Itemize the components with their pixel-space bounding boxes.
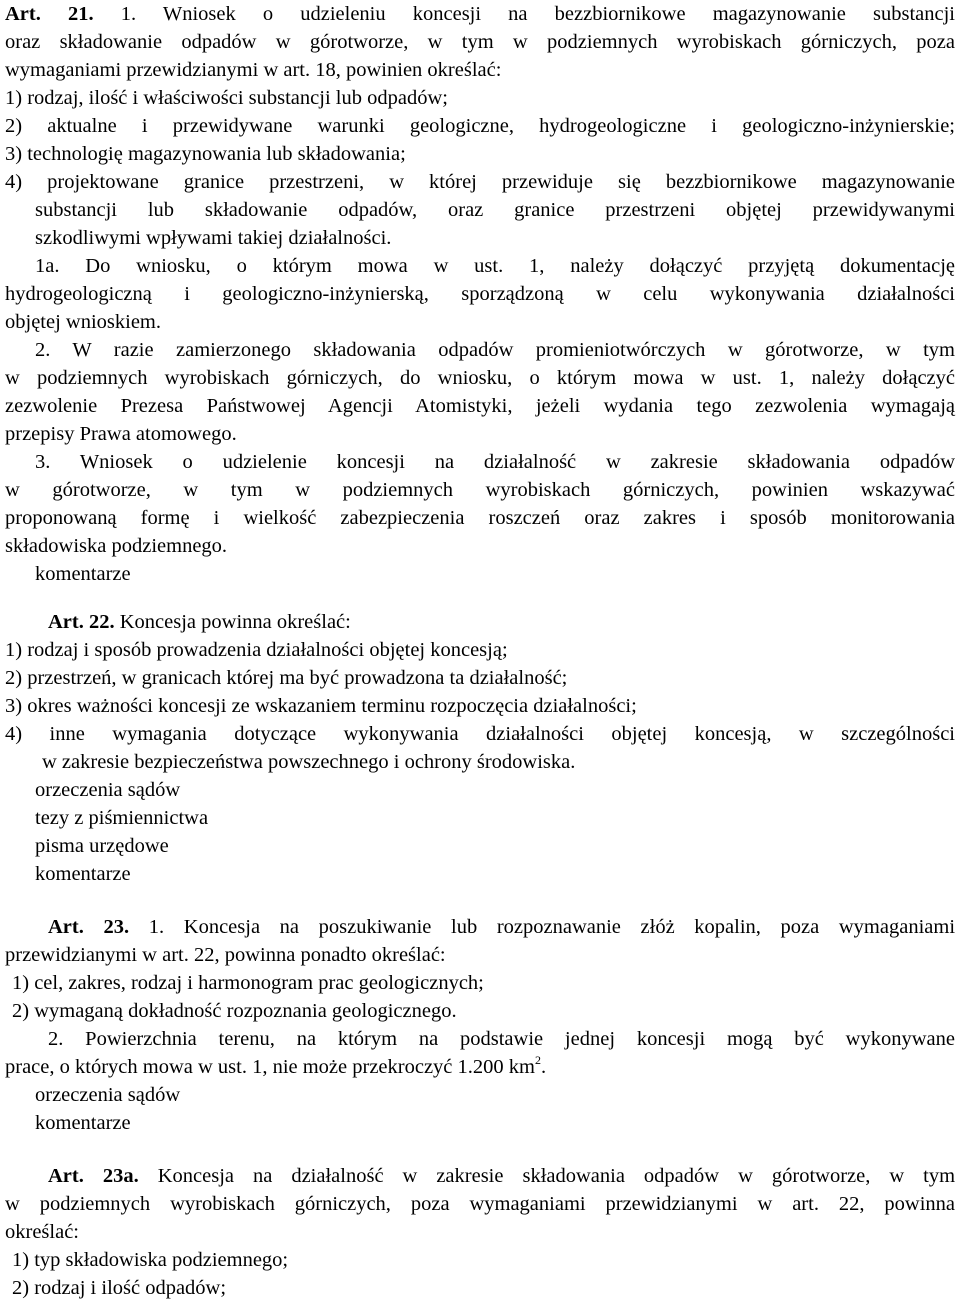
- art22-heading: Art. 22.: [48, 611, 115, 633]
- art23a-item1: 1) typ składowiska podziemnego;: [12, 1249, 289, 1271]
- art21-para3-line4: składowiska podziemnego.: [5, 535, 228, 557]
- art21-heading: Art. 21.: [5, 3, 94, 25]
- art21-komentarze-link[interactable]: komentarze: [35, 563, 131, 585]
- art21-para2-line4: przepisy Prawa atomowego.: [5, 423, 237, 445]
- art22-orzeczenia-link[interactable]: orzeczenia sądów: [35, 779, 181, 801]
- art23-item2: 2) wymaganą dokładność rozpoznania geologicznego.: [12, 1000, 457, 1022]
- art23-komentarze-link[interactable]: komentarze: [35, 1112, 131, 1134]
- art23a-item2: 2) rodzaj i ilość odpadów;: [12, 1277, 227, 1299]
- art21-para2-line1: 2. W razie zamierzonego składowania odpadów promieniotwórczych w górotworze, w tym: [35, 339, 955, 361]
- superscript-2: 2: [534, 1053, 541, 1067]
- art21-item4-line3: szkodliwymi wpływami takiej działalności.: [35, 227, 392, 249]
- art22-pisma-link[interactable]: pisma urzędowe: [35, 835, 169, 857]
- art22-heading-line: [48, 608, 960, 636]
- art22-item1: 1) rodzaj i sposób prowadzenia działalności objętej koncesją;: [5, 639, 508, 661]
- art23-para2-line2: prace, o których mowa w ust. 1, nie może przekroczyć 1.200 $km^2$.: [5, 1053, 547, 1078]
- art23-orzeczenia-link[interactable]: orzeczenia sądów: [35, 1084, 181, 1106]
- art23a-line2: w podziemnych wyrobiskach górniczych, poza wymaganiami przewidzianymi w art. 22, powinna: [5, 1193, 955, 1215]
- art21-para3-line1: 3. Wniosek o udzielenie koncesji na działalność w zakresie składowania odpadów: [35, 451, 955, 473]
- art21-para3-line2: w górotworze, w tym w podziemnych wyrobiskach górniczych, powinien wskazywać: [5, 479, 955, 501]
- art21-item4-line2: substancji lub składowanie odpadów, oraz granice przestrzeni objętej przewidywanymi: [35, 199, 955, 221]
- art22-intro: Koncesja powinna określać:: [119, 611, 351, 633]
- art21-para1-number: 1.: [120, 3, 137, 25]
- art21-para2-line3: zezwolenie Prezesa Państwowej Agencji Atomistyki, jeżeli wydania tego zezwolenia wymagają: [5, 395, 955, 417]
- art21-para1a-line3: objętej wnioskiem.: [5, 311, 162, 333]
- art21-item4-line1: 4) projektowane granice przestrzeni, w której przewiduje się bezzbiornikowe magazynowanie: [5, 171, 955, 193]
- art22-tezy-link[interactable]: tezy z piśmiennictwa: [35, 807, 209, 829]
- art21-para1-line1: Art. 21. 1. Wniosek o udzieleniu koncesji na bezzbiornikowe magazynowanie substancji: [5, 3, 955, 25]
- art21-para2-line2: w podziemnych wyrobiskach górniczych, do wniosku, o którym mowa w ust. 1, należy dołączyć: [5, 367, 955, 389]
- art21-para3-line3: proponowaną formę i wielkość zabezpieczenia roszczeń oraz zakres i sposób monitorowania: [5, 507, 955, 529]
- art22-item4-line2: w zakresie bezpieczeństwa powszechnego i ochrony środowiska.: [42, 751, 576, 773]
- art21-para1a-line1: 1a. Do wniosku, o którym mowa w ust. 1, należy dołączyć przyjętą dokumentację: [35, 255, 955, 277]
- art22-komentarze-link[interactable]: komentarze: [35, 863, 131, 885]
- art23-item1: 1) cel, zakres, rodzaj i harmonogram prac geologicznych;: [12, 972, 484, 994]
- art21-para1-line2: oraz składowanie odpadów w górotworze, w tym w podziemnych wyrobiskach górniczych, poza: [5, 31, 955, 53]
- art23a-heading: Art. 23a.: [48, 1165, 139, 1187]
- art23-heading: Art. 23.: [48, 916, 130, 938]
- art23-para2-line1: 2. Powierzchnia terenu, na którym na podstawie jednej koncesji mogą być wykonywane: [48, 1028, 955, 1050]
- art21-item2: 2) aktualne i przewidywane warunki geologiczne, hydrogeologiczne i geologiczno-inżynierskie;: [5, 115, 955, 137]
- art23a-line1: Art. 23a. Koncesja na działalność w zakresie składowania odpadów w górotworze, w tym: [48, 1165, 956, 1187]
- art23a-line3: określać:: [5, 1221, 79, 1243]
- art23-para1-line2: przewidzianymi w art. 22, powinna ponadto określać:: [5, 944, 446, 966]
- art23-para1-line1: Art. 23. 1. Koncesja na poszukiwanie lub rozpoznawanie złóż kopalin, poza wymaganiami: [48, 916, 956, 938]
- art21-item3: 3) technologię magazynowania lub składowania;: [5, 143, 406, 165]
- art22-item2: 2) przestrzeń, w granicach której ma być prowadzona ta działalność;: [5, 667, 568, 689]
- art22-item4-line1: 4) inne wymagania dotyczące wykonywania działalności objętej koncesją, w szczególności: [5, 723, 955, 745]
- art21-para1-line3: wymaganiami przewidzianymi w art. 18, powinien określać:: [5, 59, 502, 81]
- art21-item1: 1) rodzaj, ilość i właściwości substancji lub odpadów;: [5, 87, 448, 109]
- art21-para1a-line2: hydrogeologiczną i geologiczno-inżynierską, sporządzoną w celu wykonywania działalności: [5, 283, 955, 305]
- art22-item3: 3) okres ważności koncesji ze wskazaniem terminu rozpoczęcia działalności;: [5, 695, 637, 717]
